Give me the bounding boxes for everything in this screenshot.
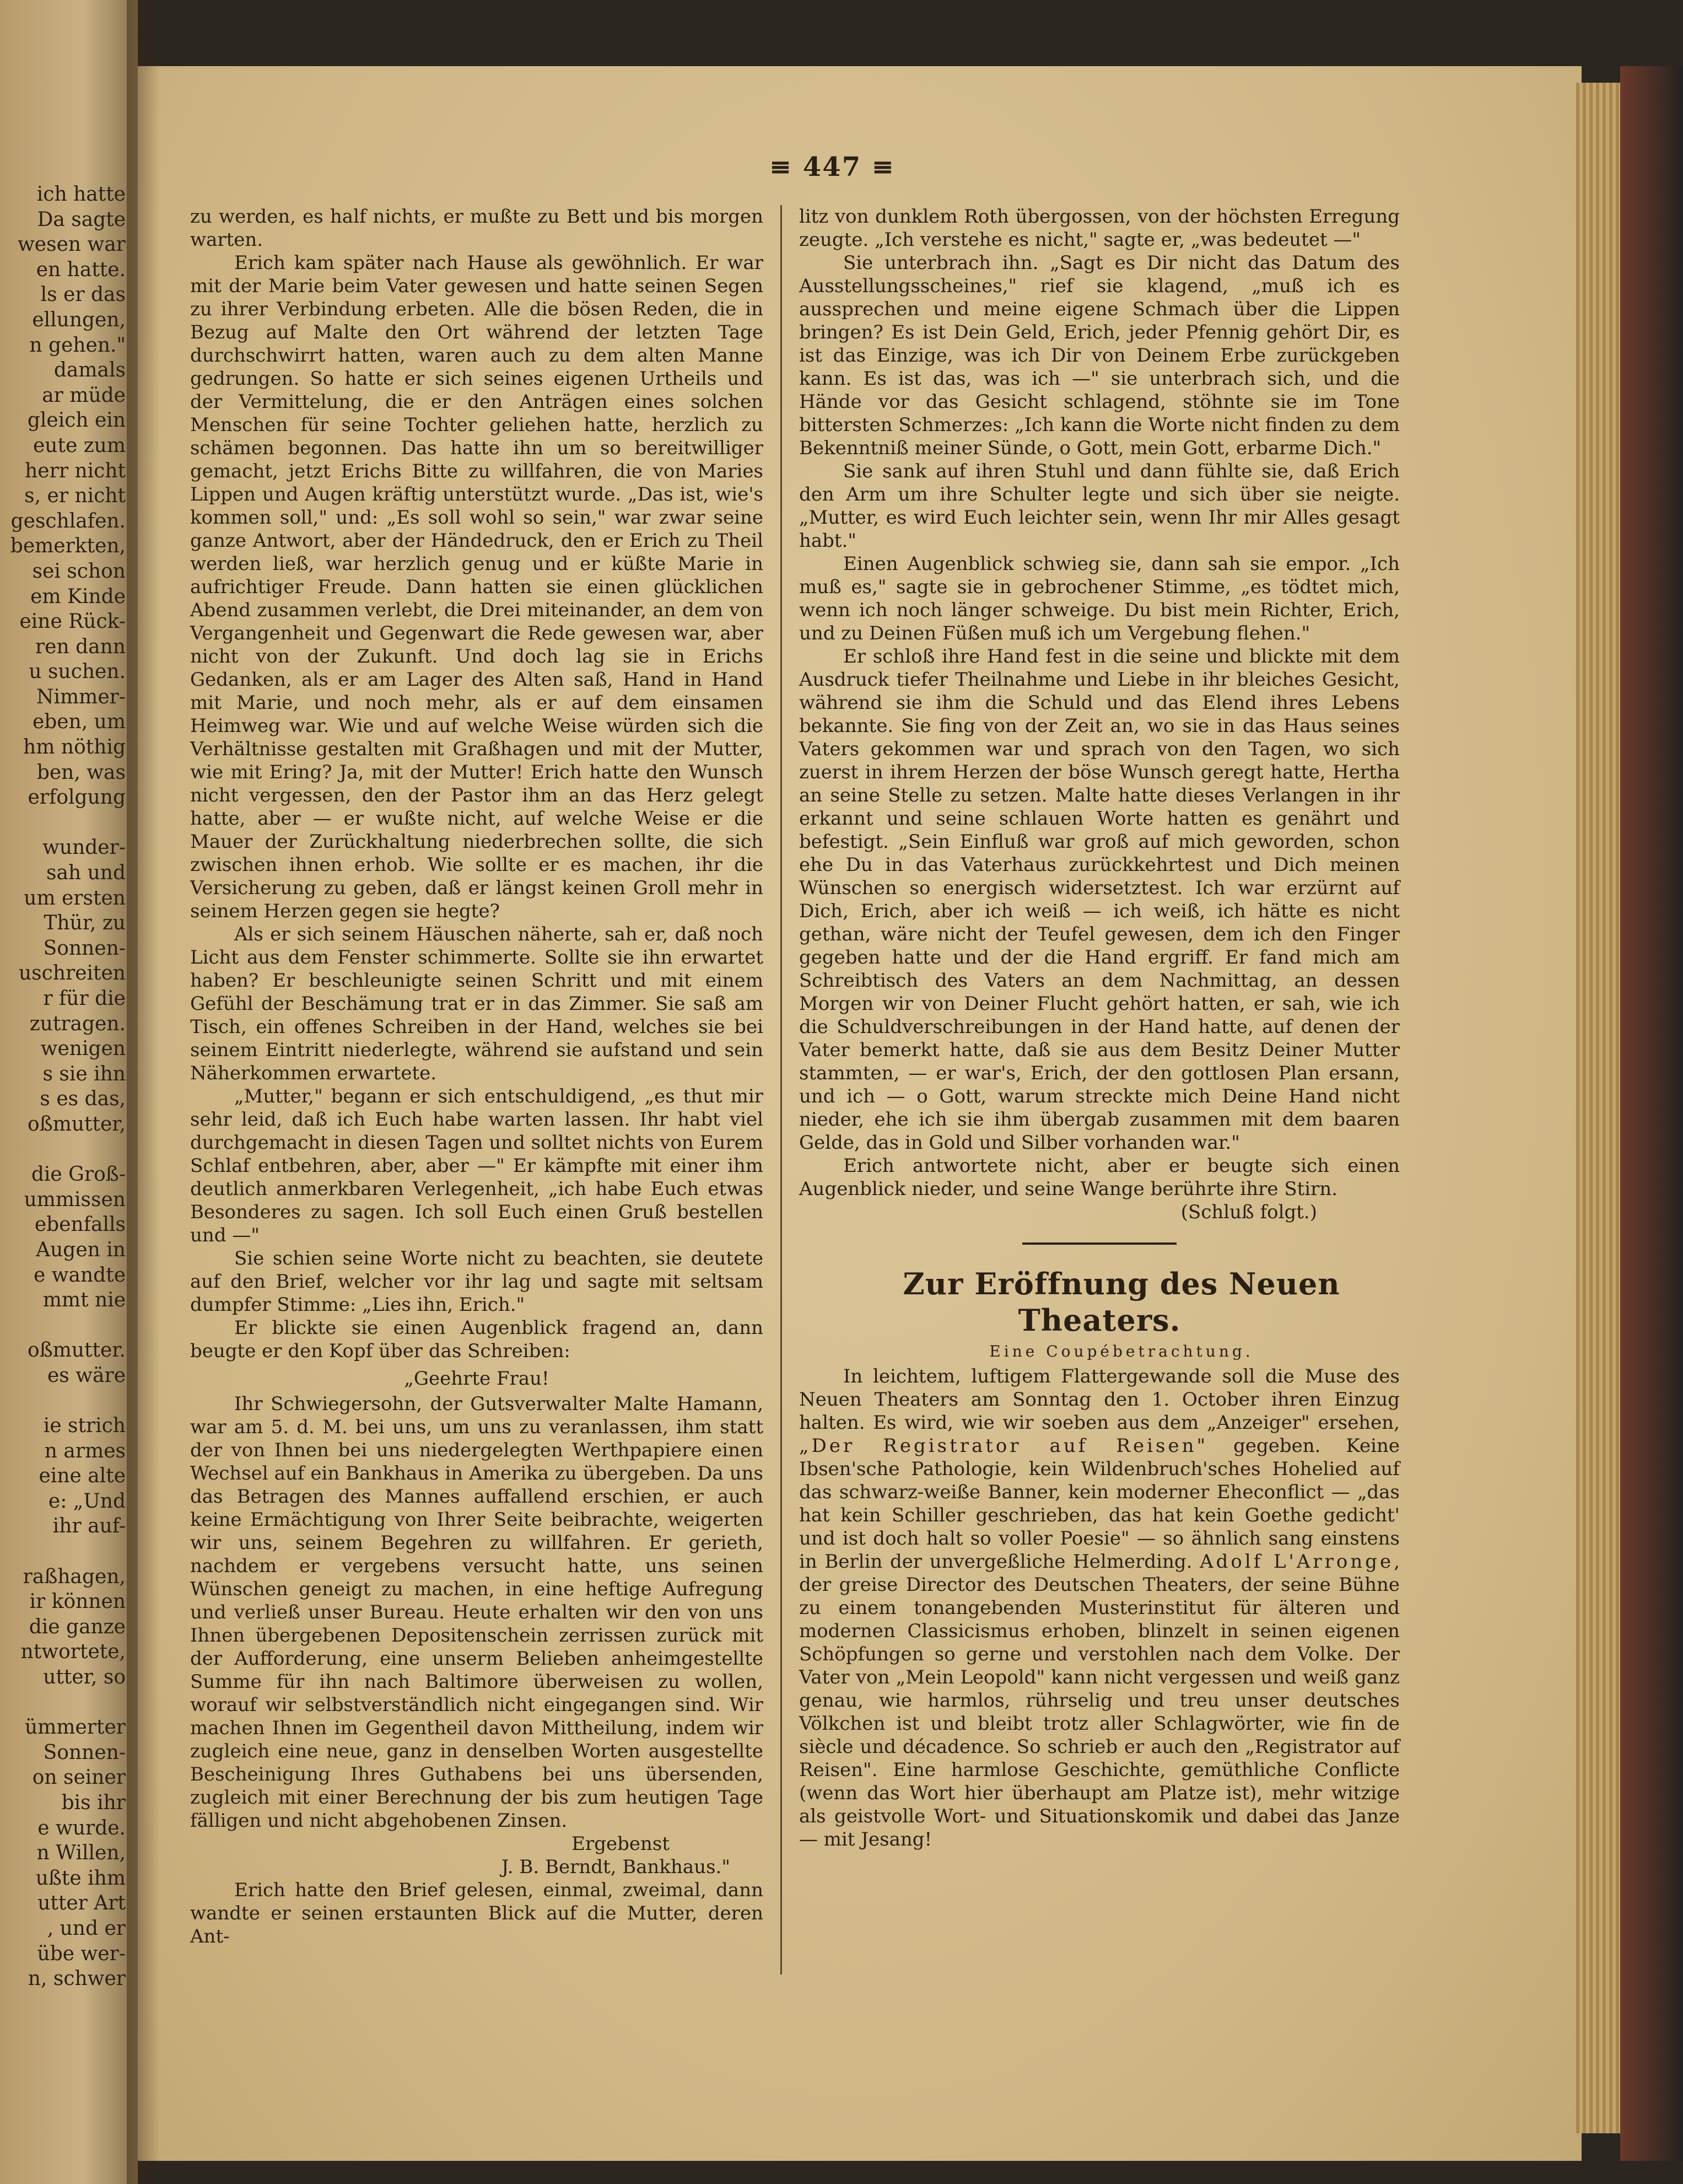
letter-salutation: „Geehrte Frau! [404,1368,549,1390]
fragment-line: oßmutter, [28,1112,126,1136]
fragment-line: en hatte. [36,258,126,281]
paragraph: Sie schien seine Worte nicht zu beachten, sie deutete auf den Brief, welcher vor ihr lag und sagte mit seltsam dumpfer Stimme: „Lies ihn, Erich." [190,1247,763,1316]
fragment-line: wenigen [40,1037,126,1061]
letter-signature: J. B. Berndt, Bankhaus." [501,1856,730,1878]
paragraph: Erich hatte den Brief gelesen, einmal, zweimal, dann wandte er seinen erstaunten Blick auf die Mutter, deren Ant- [190,1879,763,1948]
fragment-line: s, er nicht [24,485,126,508]
fragment-line: herr nicht [25,459,126,482]
fragment-line: n Willen, [36,1842,126,1865]
page-number: ≡ 447 ≡ [769,152,896,182]
fragment-line: utter, so [43,1666,126,1689]
fragment-line [0,1690,132,1715]
fragment-line: bemerkten, [10,535,126,558]
fragment-line: eute zum [33,434,126,457]
fragment-line: utter Art [37,1892,126,1915]
fragment-line: ußte ihm [35,1866,126,1890]
article-paragraph [799,1365,1400,1851]
fragment-line: ie strich [43,1414,126,1438]
fragment-line: um ersten [24,886,126,910]
article-text: gegeben. Keine Ibsen'sche Pathologie, kein Wildenbruch'sches Hohelied auf das schwarz-weiße Banner, kein moderner Eheconflict — „das hat kein Schiller geschrieben, das hat kein Goethe gedicht' und ist doch halt so voller Poesie" — so ähnlich sang einstens in Berlin der unvergeßliche Helmerding. [799,1435,1400,1573]
fragment-line: e wandte [33,1263,126,1287]
fragment-line: Thür, zu [44,912,126,935]
fragment-line: ben, was [36,761,126,784]
letter-body: Ihr Schwiegersohn, der Gutsverwalter Malte Hamann, war am 5. d. M. bei uns, um uns zu veranlassen, ihm statt der von Ihnen bei uns niedergelegten Werthpapiere einen Wechsel auf ein Bankhaus in Amerika zu übergeben. Da uns das Betragen des Mannes auffallend erschien, er auch keine Ermächtigung von Ihrer Seite beibrachte, weigerten wir uns, seinem Begehren zu willfahren. Er gerieth, nachdem er vergebens versucht hatte, uns seinen Wünschen geneigt zu machen, in eine heftige Aufregung und verließ unser Bureau. Heute erhalten wir den von uns Ihnen übergebenen Depositenschein zerrissen zurück mit der Aufforderung, eine unserm Belieben anheimgestellte Summe für ihn nach Baltimore überweisen zu wollen, worauf wir selbstverständlich nicht eingegangen sind. Wir machen Ihnen im Gegentheil davon Mittheilung, indem wir zugleich eine neue, ganz in denselben Worten ausgestellte Bescheinigung Ihres Guthabens bei uns übersenden, zugleich mit einer Berechnung der bis zum heutigen Tage fälligen und nicht abgehobenen Zinsen. [190,1393,763,1832]
fragment-line: s sie ihn [42,1062,126,1085]
paragraph: zu werden, es half nichts, er mußte zu Bett und bis morgen warten. [190,206,763,251]
fragment-line: oßmutter. [28,1339,126,1362]
fragment-line: gleich ein [27,409,126,432]
article-title: Zur Eröffnung des Neuen Theaters. [903,1266,1340,1338]
paragraph: „Mutter," begann er sich entschuldigend, „es thut mir sehr leid, daß ich Euch habe warten lassen. Ihr habt viel durchgemacht in diesen Tagen und solltet nichts von Eurem Schlaf entbehren, aber, aber —" Er kämpfte mit einer ihm deutlich anmerkbaren Verlegenheit, „ich habe Euch etwas Besonderes zu sagen. Ich soll Euch einen Gruß bestellen und —" [190,1085,763,1246]
fragment-line: Augen in [36,1238,126,1261]
fragment-line: ir können [29,1590,126,1613]
fragment-line: on seiner [32,1766,126,1789]
fragment-line: ntwortete, [20,1640,126,1664]
fragment-line: damals [53,359,126,382]
left-page-text-fragment [0,182,132,2001]
fragment-line [0,1539,132,1564]
fragment-line: eben, um [32,711,126,734]
fragment-line: ummissen [24,1188,126,1211]
fragment-line: n, schwer [28,1967,126,1991]
fragment-line: ich hatte [36,183,126,206]
fragment-line: Nimmer- [36,685,126,708]
fragment-line: n armes [44,1439,126,1462]
fragment-line [0,1313,132,1338]
paragraph: litz von dunklem Roth übergossen, von der höchsten Erregung zeugte. „Ich verstehe es nicht," sagte er, „was bedeutet —" [799,206,1400,251]
paragraph: Erich antwortete nicht, aber er beugte sich einen Augenblick nieder, und seine Wange berührte ihre Stirn. [799,1155,1400,1200]
to-be-continued: (Schluß folgt.) [1180,1201,1317,1223]
fragment-line: bis ihr [61,1792,126,1814]
fragment-line: uschreiten [19,962,126,985]
column-divider [780,205,782,1975]
paragraph: Als er sich seinem Häuschen näherte, sah er, daß noch Licht aus dem Fenster schimmerte. Sollte sie ihn erwartet haben? Er beschleunigte seinen Schritt und mit einem Gefühl der Beschämung trat er in das Zimmer. Sie saß am Tisch, ein offenes Schreiben in der Hand, welches sie bei seinem Eintritt niederlegte, während sie aufstand und sein Näherkommen erwartete. [190,923,763,1084]
section-separator [1022,1242,1177,1245]
person-name: Adolf L'Arronge [1200,1551,1394,1573]
fragment-line: erfolgung [28,786,126,809]
fragment-line: Sonnen- [43,937,126,960]
fragment-line: zutragen. [29,1012,126,1035]
fragment-line: übe wer- [37,1942,126,1965]
fragment-line: , und er [47,1917,126,1940]
paragraph: Sie unterbrach ihn. „Sagt es Dir nicht das Datum des Ausstellungsscheines," rief sie klagend, „muß ich es aussprechen und meine eigene Schmach über die Lippen bringen? Es ist Dein Geld, Erich, jeder Pfennig gehört Dir, es ist das Einzige, was ich Dir von Deinem Erbe zurückgeben kann. Es ist das, was ich —" sie unterbrach sich, und die Hände vor das Gesicht schlagend, stöhnte sie im Tone bittersten Schmerzes: „Ich kann die Worte nicht finden zu dem Bekenntniß meiner Sünde, o Gott, mein Gott, erbarme Dich." [799,252,1400,459]
fragment-line: s es das, [40,1088,126,1111]
fragment-line: ls er das [40,283,126,306]
fragment-line: r für die [43,987,126,1010]
fragment-line: geschlafen. [10,509,126,532]
fragment-line [0,1389,132,1414]
spine-shadow [127,0,160,2184]
fragment-line: sei schon [32,560,126,583]
fragment-line: eine Rück- [19,610,126,633]
article-subtitle: Eine Coupébetrachtung. [989,1342,1254,1360]
paragraph: Er blickte sie einen Augenblick fragend an, dann beugte er den Kopf über das Schreiben: [190,1317,763,1362]
paragraph: Einen Augenblick schwieg sie, dann sah sie empor. „Ich muß es," sagte sie in gebrochener Stimme, „es tödtet mich, wenn ich noch länger schweige. Du bist mein Richter, Erich, und zu Deinen Füßen muß ich um Vergebung flehen." [799,553,1400,644]
fragment-line: ellungen, [32,308,126,331]
fragment-line: mmt nie [42,1289,126,1312]
fragment-line: em Kinde [30,585,126,608]
fragment-line: ar müde [42,384,126,407]
fragment-line: eine alte [39,1465,126,1488]
fragment-line [0,810,132,836]
fragment-line: ümmerter [25,1716,126,1739]
fragment-line: Sonnen- [43,1741,126,1764]
fragment-line: wesen war [17,233,126,256]
paragraph: Erich kam später nach Hause als gewöhnlich. Er war mit der Marie beim Vater gewesen und hatte seinen Segen zu ihrer Verbindung erbeten. Alle die bösen Reden, die in Bezug auf Malte den Ort während der letzten Tage durchschwirrt hatten, waren auch zu dem alten Manne gedrungen. So hatte er sich seines eigenen Urtheils und der Vermittelung, die er den Anträgen eines solchen Menschen für seine Tochter geliehen hatte, herzlich zu schämen begonnen. Das hatte ihn um so bereitwilliger gemacht, jetzt Erichs Bitte zu willfahren, die von Maries Lippen und Augen kräftig unterstützt wurde. „Das ist, wie's kommen soll," und: „Es soll wohl so sein," war zwar seine ganze Antwort, aber der Händedruck, den er Erich zu Theil werden ließ, war herzlich genug und er küßte Marie in aufrichtiger Freude. Dann hatten sie einen glücklichen Abend zusammen verlebt, die Drei miteinander, an dem von Vergangenheit und Gegenwart die Rede gewesen war, aber nicht von der Zukunft. Und doch lag sie in Erichs Gedanken, als er am Lager des Alten saß, Hand in Hand mit Marie, und noch mehr, als er auf dem einsamen Heimweg war. Wie und auf welche Weise würden sich die Verhältnisse gestalten mit Graßhagen und mit der Mutter, wie mit Ering? Ja, mit der Mutter! Erich hatte den Wunsch nicht vergessen, den der Pastor ihm an das Herz gelegt hatte, aber — er wußte nicht, auf welche Weise er die Mauer der Zurückhaltung niederbrechen sollte, die sich zwischen ihnen erhob. Wie sollte er es machen, ihr die Versicherung zu geben, daß er längst keinen Groll mehr in seinem Herzen gegen sie hegte? [190,252,763,922]
paragraph: Sie sank auf ihren Stuhl und dann fühlte sie, daß Erich den Arm um ihre Schulter legte und sich über sie neigte. „Mutter, es wird Euch leichter sein, wenn Ihr mir Alles gesagt habt." [799,460,1400,552]
fragment-line: Da sagte [37,208,126,231]
fragment-line: raßhagen, [23,1565,126,1588]
fragment-line: hm nöthig [23,736,126,759]
fragment-line: es wäre [47,1364,126,1387]
fragment-line: e: „Und [48,1489,126,1513]
text-column-right [799,205,1400,1851]
fragment-line: e wurde. [37,1816,126,1839]
fragment-line: ihr auf- [52,1515,126,1538]
fragment-line [0,1137,132,1163]
fragment-line: u suchen. [29,660,126,684]
play-title: „Der Registrator auf Reisen" [799,1435,1209,1457]
fragment-line: n gehen." [29,333,126,357]
fragment-line: ebenfalls [34,1213,126,1236]
article-text: In leichtem, luftigem Flattergewande soll die Muse des Neuen Theaters am Sonntag den 1. October ihren Einzug halten. Es wird, wie wir soeben aus dem „Anzeiger" ersehen, [799,1365,1400,1434]
text-column-left [190,205,763,1948]
fragment-line: ren dann [35,635,126,658]
fragment-line: sah und [46,862,126,885]
fragment-line: die Groß- [31,1163,126,1186]
letter-closing: Ergebenst [571,1833,670,1855]
article-text: , der greise Director des Deutschen Theaters, der seine Bühne zu einem tonangebenden Musterinstitut für älteren und modernen Classicismus erhoben, blinzelt in seinen eigenen Schöpfungen so gerne und verstohlen nach dem Volke. Der Vater von „Mein Leopold" kann nicht vergessen und weiß ganz genau, wie harmlos, rührselig und treu unser deutsches Völkchen ist und bleibt trotz aller Schlagwörter, wie fin de siècle und décadence. So schrieb er auch den „Registrator auf Reisen". Eine harmlose Geschichte, gemüthliche Conflicte (wenn das Wort hier überhaupt am Platze ist), mehr witzige als geistvolle Wort- und Situationskomik und dabei das Janze — mit Jesang! [799,1551,1400,1851]
fragment-line: die ganze [29,1615,126,1638]
fragment-line: wunder- [42,836,126,859]
paragraph: Er schloß ihre Hand fest in die seine und blickte mit dem Ausdruck tiefer Theilnahme und Liebe in ihr bleiches Gesicht, während sie ihm die Schuld und das Elend ihres Lebens bekannte. Sie fing von der Zeit an, wo sie in das Haus seines Vaters gekommen war und sprach von den Tagen, wo sich zuerst in ihrem Herzen der böse Wunsch geregt hatte, Hertha an seine Stelle zu setzen. Malte hatte dieses Verlangen in ihr erkannt und seine schlauen Worte hatten es genährt und befestigt. „Sein Einfluß war groß auf mich geworden, schon ehe Du in das Vaterhaus zurückkehrtest und Dich meinen Wünschen so energisch widersetztest. Ich war erzürnt auf Dich, Erich, aber ich weiß — ich weiß, ich hätte es nicht gethan, wäre nicht der Teufel gewesen, dem ich den Finger gegeben hatte und der die Hand ergriff. Er fand mich am Schreibtisch des Vaters an dem Nachmittag, an dessen Morgen wir von Deiner Flucht gehört hatten, er sah, wie ich die Schuldverschreibungen in der Hand hatte, auf denen der Vater bemerkt hatte, daß sie aus dem Besitz Deiner Mutter stammten, — er war's, Erich, der den gottlosen Plan ersann, und ich — o Gott, warum streckte mich Deine Hand nicht nieder, ehe ich sie ihm übergab zusammen mit dem baaren Gelde, das in Gold und Silber vorhanden war." [799,645,1400,1154]
book-binding [1620,66,1683,2161]
